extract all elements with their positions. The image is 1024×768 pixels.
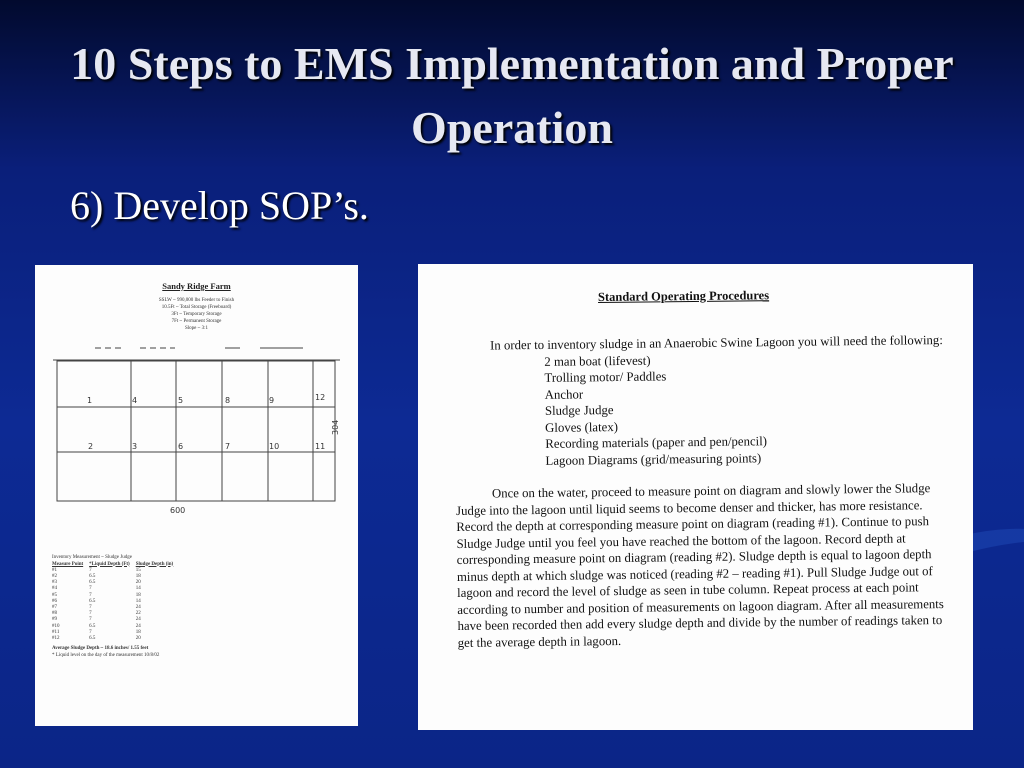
table-cell: #1 bbox=[52, 567, 57, 573]
table-cell: #2 bbox=[52, 573, 57, 579]
measurement-note: * Liquid level on the day of the measurement 10/8/02 bbox=[52, 652, 160, 658]
equipment-item: Trolling motor/ Paddles bbox=[544, 369, 667, 385]
table-cell: #12 bbox=[52, 635, 60, 641]
table-cell: 7 bbox=[89, 567, 92, 573]
inventory-table bbox=[52, 562, 179, 643]
sop-body bbox=[454, 332, 953, 651]
table-cell: 6.5 bbox=[89, 598, 96, 604]
table-cell: #6 bbox=[52, 598, 57, 604]
grid-label-1: 1 bbox=[87, 396, 93, 405]
equipment-item: Recording materials (paper and pen/pencil) bbox=[545, 434, 768, 451]
inventory-header-row bbox=[52, 562, 179, 568]
table-cell: #10 bbox=[52, 623, 60, 629]
table-cell: 7 bbox=[89, 604, 92, 610]
spec-line: 7Ft ~ Permanent Storage bbox=[171, 319, 222, 324]
table-cell: 7 bbox=[89, 629, 92, 635]
header-cell: Sludge Depth (in) bbox=[135, 561, 174, 567]
inventory-measurement bbox=[52, 555, 179, 659]
table-cell: #8 bbox=[52, 611, 57, 617]
table-row bbox=[52, 636, 179, 642]
table-cell: 7 bbox=[89, 592, 92, 598]
sop-title: Standard Operating Procedures bbox=[597, 288, 770, 304]
spec-line: 3Ft ~ Temporary Storage bbox=[171, 312, 222, 317]
table-cell: 14 bbox=[135, 586, 141, 592]
table-cell: 6.5 bbox=[89, 623, 96, 629]
table-cell: 6.5 bbox=[89, 573, 96, 579]
table-cell: 6.5 bbox=[89, 635, 96, 641]
table-cell: #7 bbox=[52, 604, 57, 610]
table-cell: #5 bbox=[52, 592, 57, 598]
height-label: 304 bbox=[331, 419, 340, 435]
table-cell: 15 bbox=[135, 567, 141, 573]
grid-label-7: 7 bbox=[225, 442, 231, 451]
grid-label-4: 4 bbox=[132, 396, 138, 405]
table-cell: 18 bbox=[135, 573, 141, 579]
width-label: 600 bbox=[170, 506, 186, 515]
table-cell: 7 bbox=[89, 617, 92, 623]
grid-label-9: 9 bbox=[269, 396, 275, 405]
spec-line: 10.5Ft ~ Total Storage (Freeboard) bbox=[161, 305, 232, 310]
grid-label-5: 5 bbox=[178, 396, 184, 405]
table-cell: #3 bbox=[52, 580, 57, 586]
farm-title: Sandy Ridge Farm bbox=[162, 281, 231, 291]
equipment-item: Lagoon Diagrams (grid/measuring points) bbox=[545, 450, 762, 468]
header-cell: Measure Point bbox=[52, 561, 84, 567]
table-cell: #4 bbox=[52, 586, 57, 592]
spec-line: SSLW ~ 990,000 lbs Feeder to Finish bbox=[158, 298, 235, 303]
equipment-item: Gloves (latex) bbox=[545, 419, 619, 435]
header-cell: *Liquid Depth (Ft) bbox=[89, 561, 130, 567]
spec-line: Slope ~ 3:1 bbox=[185, 326, 208, 331]
table-cell: 7 bbox=[89, 586, 92, 592]
table-cell: 18 bbox=[135, 629, 141, 635]
table-cell: 24 bbox=[135, 623, 141, 629]
equipment-item: Sludge Judge bbox=[544, 403, 614, 418]
grid-label-12: 12 bbox=[315, 393, 326, 402]
sop-intro: In order to inventory sludge in an Anaerobic Swine Lagoon you will need the following: bbox=[490, 333, 943, 353]
grid-label-6: 6 bbox=[178, 442, 184, 451]
table-cell: 20 bbox=[135, 635, 141, 641]
grid-label-11: 11 bbox=[315, 442, 326, 451]
grid-label-10: 10 bbox=[269, 442, 280, 451]
table-cell: #11 bbox=[52, 629, 60, 635]
sop-procedure: Once on the water, proceed to measure point on diagram and slowly lower the Sludge Judge into the lagoon until liquid seems to become denser and thicker, has more resistance. Record the depth at corresponding measure point on diagram (reading #1). Continue to push Sludge Judge until you feel you have reached the bottom of the lagoon. Record depth at corresponding measure point on diagram (reading #2). Sludge depth is equal to lagoon depth minus depth at which sludge was noticed (reading #2 – reading #1). Pull Sludge Judge out of lagoon and record the level of sludge as seen in tube column. Repeat process at each point according to number and position of measurements on lagoon diagram. After all measurements have been recorded then add every sludge depth and divide by the number of readings taken to get the average depth in lagoon. bbox=[456, 481, 944, 650]
inventory-title: Inventory Measurement ~ Sludge Judge bbox=[52, 555, 132, 560]
table-cell: 24 bbox=[135, 617, 141, 623]
farm-diagram-document bbox=[35, 265, 358, 726]
sop-document bbox=[418, 264, 973, 730]
table-cell: 7 bbox=[89, 611, 92, 617]
table-cell: 20 bbox=[135, 580, 141, 586]
slide-title: 10 Steps to EMS Implementation and Proper Operation bbox=[70, 38, 954, 153]
table-cell: 18 bbox=[135, 592, 141, 598]
equipment-item: 2 man boat (lifevest) bbox=[544, 353, 651, 369]
bullet-point: 6) Develop SOP’s. bbox=[70, 183, 369, 228]
grid-label-2: 2 bbox=[88, 442, 94, 451]
equipment-list bbox=[544, 348, 950, 468]
inventory-rows bbox=[52, 568, 179, 642]
grid-label-8: 8 bbox=[225, 396, 231, 405]
table-cell: 22 bbox=[135, 611, 141, 617]
average-sludge-depth: Average Sludge Depth ~ 18.6 inches/ 1.55 feet bbox=[52, 646, 149, 652]
table-cell: 24 bbox=[135, 604, 141, 610]
table-cell: 14 bbox=[135, 598, 141, 604]
table-cell: 6.5 bbox=[89, 580, 96, 586]
grid-label-3: 3 bbox=[132, 442, 138, 451]
equipment-item: Anchor bbox=[544, 386, 584, 402]
table-cell: #9 bbox=[52, 617, 57, 623]
